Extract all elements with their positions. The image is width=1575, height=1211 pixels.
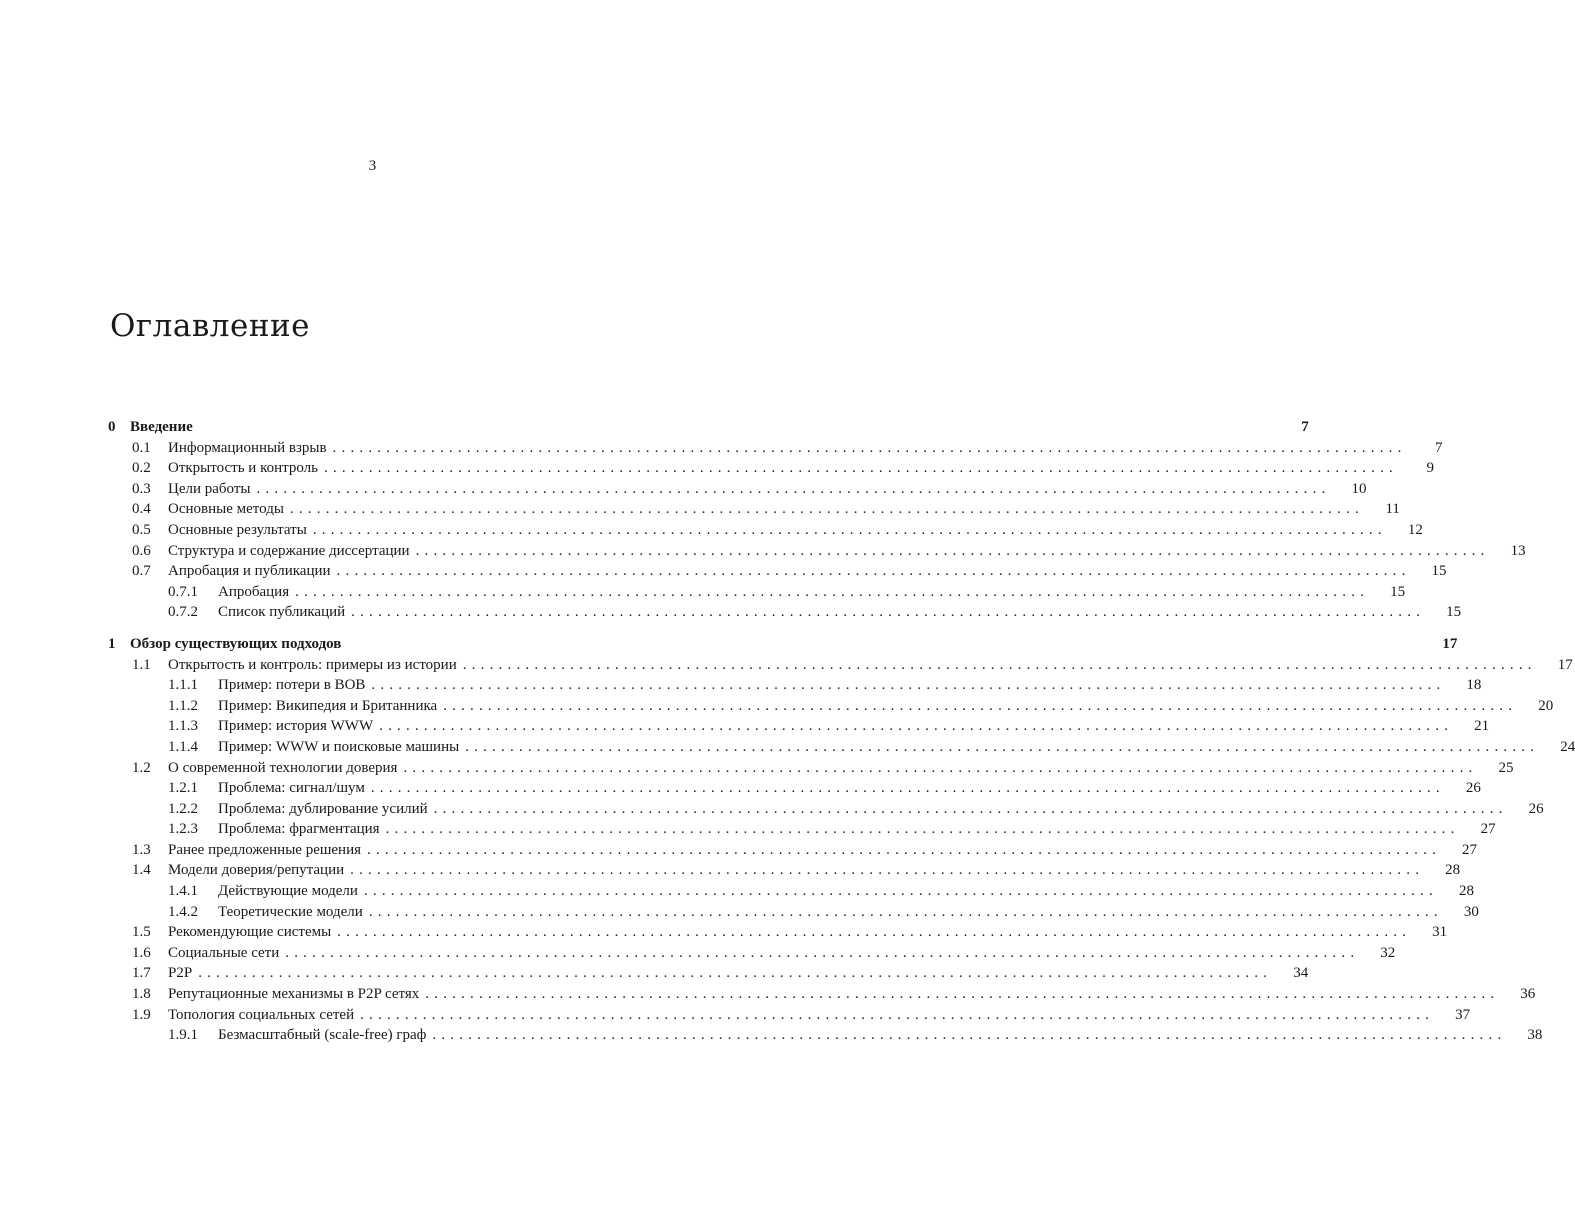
toc-subsection-entry[interactable]	[108, 778, 1481, 799]
toc-entry-number: 1.5	[132, 924, 151, 941]
toc-dot-leader: ........................................................................................................................	[198, 965, 1273, 982]
toc-entry-number: 0.2	[132, 460, 151, 477]
toc-entry-title: Апробация и публикации	[168, 563, 331, 580]
table-of-contents-heading: Оглавление	[110, 308, 310, 344]
toc-section-entry[interactable]	[108, 860, 1461, 881]
toc-entry-title: Основные методы	[168, 501, 284, 518]
toc-entry-title: Модели доверия/репутации	[168, 862, 345, 879]
toc-entry-title: Пример: Википедия и Британника	[218, 697, 438, 714]
toc-dot-leader: ........................................................................................................................	[403, 759, 1478, 776]
toc-entry-title: Обзор существующих подходов	[130, 635, 342, 652]
toc-entry-number: 1.4.2	[168, 903, 198, 920]
toc-dot-leader: ........................................................................................................................	[256, 480, 1331, 497]
toc-entry-page: 17	[1557, 656, 1573, 673]
toc-entry-title: Открытость и контроль	[168, 460, 318, 477]
toc-entry-number: 1.3	[132, 841, 151, 858]
toc-dot-leader: ........................................................................................................................	[370, 780, 1445, 797]
toc-chapter-entry[interactable]	[108, 634, 1458, 655]
toc-entry-number: 1.1	[132, 656, 151, 673]
toc-entry-page: 18	[1466, 677, 1482, 694]
toc-section-entry[interactable]	[108, 479, 1367, 500]
toc-entry-number: 1.2.3	[168, 821, 198, 838]
toc-section-entry[interactable]	[108, 963, 1309, 984]
table-of-contents	[108, 417, 1575, 1046]
toc-entry-title: О современной технологии доверия	[168, 759, 398, 776]
toc-dot-leader: ........................................................................................................................	[285, 944, 1360, 961]
toc-entry-page: 30	[1463, 903, 1479, 920]
toc-section-entry[interactable]	[108, 561, 1447, 582]
toc-entry-title: Теоретические модели	[218, 903, 363, 920]
toc-entry-page: 26	[1528, 800, 1544, 817]
toc-entry-title: Социальные сети	[168, 944, 280, 961]
toc-dot-leader: ........................................................................................................................	[433, 800, 1508, 817]
toc-subsection-entry[interactable]	[108, 1025, 1543, 1046]
toc-dot-leader: ........................................................................................................................	[462, 656, 1537, 673]
toc-entry-title: Проблема: фрагментация	[218, 821, 380, 838]
toc-entry-page: 34	[1293, 965, 1309, 982]
toc-entry-title: Рекомендующие системы	[168, 924, 332, 941]
toc-entry-number: 1.9.1	[168, 1027, 198, 1044]
toc-entry-number: 1.2.1	[168, 780, 198, 797]
toc-entry-number: 1.6	[132, 944, 151, 961]
toc-entry-number: 1	[108, 635, 116, 652]
toc-entry-page: 27	[1480, 821, 1496, 838]
toc-entry-page: 32	[1380, 944, 1396, 961]
toc-entry-number: 1.2	[132, 759, 151, 776]
toc-subsection-entry[interactable]	[108, 602, 1462, 623]
toc-entry-number: 0.5	[132, 521, 151, 538]
toc-section-entry[interactable]	[108, 499, 1400, 520]
toc-subsection-entry[interactable]	[108, 582, 1406, 603]
toc-entry-title: Действующие модели	[218, 883, 358, 900]
toc-entry-title: Пример: история WWW	[218, 718, 374, 735]
toc-section-entry[interactable]	[108, 758, 1514, 779]
toc-entry-page: 10	[1351, 480, 1367, 497]
toc-entry-number: 0.3	[132, 480, 151, 497]
toc-entry-number: 1.9	[132, 1006, 151, 1023]
toc-entry-number: 0.6	[132, 542, 151, 559]
toc-entry-title: Репутационные механизмы в P2P сетях	[168, 986, 420, 1003]
toc-section-entry[interactable]	[108, 840, 1478, 861]
toc-entry-page: 15	[1390, 583, 1406, 600]
toc-entry-number: 1.1.1	[168, 677, 198, 694]
toc-entry-number: 1.4	[132, 862, 151, 879]
toc-entry-number: 0.1	[132, 439, 151, 456]
toc-subsection-entry[interactable]	[108, 902, 1479, 923]
toc-entry-number: 1.1.4	[168, 738, 198, 755]
toc-entry-page: 13	[1510, 542, 1526, 559]
toc-entry-title: Цели работы	[168, 480, 251, 497]
toc-entry-page: 12	[1407, 521, 1423, 538]
toc-entry-title: Основные результаты	[168, 521, 307, 538]
toc-entry-number: 0.7.2	[168, 604, 198, 621]
toc-dot-leader: ........................................................................................................................	[415, 542, 1490, 559]
toc-dot-leader: ........................................................................................................................	[443, 697, 1518, 714]
toc-dot-leader: ........................................................................................................................	[351, 604, 1426, 621]
toc-entry-number: 1.2.2	[168, 800, 198, 817]
toc-subsection-entry[interactable]	[108, 675, 1482, 696]
toc-entry-title: Структура и содержание диссертации	[168, 542, 410, 559]
toc-entry-title: Проблема: дублирование усилий	[218, 800, 428, 817]
toc-entry-page: 24	[1560, 738, 1575, 755]
page-number: 3	[368, 158, 377, 174]
toc-entry-page: 21	[1474, 718, 1490, 735]
toc-entry-title: Топология социальных сетей	[168, 1006, 355, 1023]
toc-dot-leader: ........................................................................................................................	[312, 521, 1387, 538]
toc-entry-page: 27	[1462, 841, 1478, 858]
toc-subsection-entry[interactable]	[108, 881, 1474, 902]
toc-entry-number: 0	[108, 419, 116, 435]
toc-entry-page: 28	[1458, 883, 1474, 900]
toc-entry-number: 1.1.2	[168, 697, 198, 714]
toc-dot-leader: ........................................................................................................................	[363, 883, 1438, 900]
toc-entry-page: 31	[1432, 924, 1448, 941]
toc-entry-title: Введение	[130, 419, 193, 435]
toc-entry-title: Список публикаций	[218, 604, 346, 621]
toc-dot-leader: ........................................................................................................................	[385, 821, 1460, 838]
toc-dot-leader: ........................................................................................................................	[336, 563, 1411, 580]
toc-dot-leader: ........................................................................................................................	[371, 677, 1446, 694]
toc-dot-leader: ........................................................................................................................	[289, 501, 1364, 518]
toc-entry-title: Пример: WWW и поисковые машины	[218, 738, 460, 755]
toc-entry-page: 37	[1455, 1006, 1471, 1023]
toc-dot-leader: ........................................................................................................................	[350, 862, 1425, 879]
toc-dot-leader: ........................................................................................................................	[295, 583, 1370, 600]
toc-dot-leader: ........................................................................................................................	[360, 1006, 1435, 1023]
toc-section-entry[interactable]	[108, 655, 1573, 676]
toc-dot-leader: ........................................................................................................................	[465, 738, 1540, 755]
toc-entry-title: Проблема: сигнал/шум	[218, 780, 365, 797]
toc-entry-page: 7	[1301, 419, 1309, 435]
toc-entry-page: 26	[1465, 780, 1481, 797]
toc-entry-title: Ранее предложенные решения	[168, 841, 362, 858]
toc-entry-number: 1.4.1	[168, 883, 198, 900]
toc-dot-leader: ........................................................................................................................	[432, 1027, 1507, 1044]
toc-entry-page: 38	[1527, 1027, 1543, 1044]
toc-section-entry[interactable]	[108, 1005, 1471, 1026]
toc-dot-leader: ........................................................................................................................	[379, 718, 1454, 735]
toc-entry-number: 1.7	[132, 965, 151, 982]
toc-section-entry[interactable]	[108, 943, 1396, 964]
toc-entry-title: P2P	[168, 965, 193, 982]
toc-entry-title: Безмасштабный (scale-free) граф	[218, 1027, 427, 1044]
toc-entry-page: 28	[1445, 862, 1461, 879]
toc-entry-number: 0.7.1	[168, 583, 198, 600]
toc-subsection-entry[interactable]	[108, 737, 1575, 758]
toc-entry-number: 0.4	[132, 501, 151, 518]
toc-entry-number: 1.1.3	[168, 718, 198, 735]
toc-entry-title: Пример: потери в ВОВ	[218, 677, 366, 694]
toc-entry-page: 15	[1446, 604, 1462, 621]
toc-subsection-entry[interactable]	[108, 696, 1554, 717]
toc-dot-leader: ........................................................................................................................	[324, 460, 1398, 477]
toc-dot-leader: ........................................................................................................................	[332, 439, 1407, 456]
toc-entry-page: 11	[1385, 501, 1400, 518]
toc-entry-page: 15	[1431, 563, 1447, 580]
toc-section-entry[interactable]	[108, 438, 1443, 459]
toc-subsection-entry[interactable]	[108, 799, 1544, 820]
toc-dot-leader: ........................................................................................................................	[425, 986, 1500, 1003]
toc-entry-title: Информационный взрыв	[168, 439, 327, 456]
toc-dot-leader: ........................................................................................................................	[337, 924, 1412, 941]
toc-entry-page: 9	[1426, 460, 1434, 477]
toc-entry-page: 17	[1442, 635, 1458, 652]
toc-section-entry[interactable]	[108, 922, 1448, 943]
toc-dot-leader: ........................................................................................................................	[367, 841, 1442, 858]
toc-entry-number: 0.7	[132, 563, 151, 580]
toc-entry-page: 7	[1435, 439, 1443, 456]
toc-entry-number: 1.8	[132, 986, 151, 1003]
toc-subsection-entry[interactable]	[108, 716, 1490, 737]
toc-section-entry[interactable]	[108, 984, 1536, 1005]
toc-section-entry[interactable]	[108, 458, 1434, 479]
toc-chapter-entry[interactable]	[108, 417, 1309, 438]
toc-entry-title: Апробация	[218, 583, 290, 600]
toc-section-entry[interactable]	[108, 520, 1423, 541]
toc-entry-page: 25	[1498, 759, 1514, 776]
toc-entry-page: 20	[1538, 697, 1554, 714]
toc-section-entry[interactable]	[108, 541, 1526, 562]
toc-subsection-entry[interactable]	[108, 819, 1496, 840]
toc-entry-page: 36	[1520, 986, 1536, 1003]
toc-entry-title: Открытость и контроль: примеры из истории	[168, 656, 457, 673]
toc-dot-leader: ........................................................................................................................	[368, 903, 1443, 920]
